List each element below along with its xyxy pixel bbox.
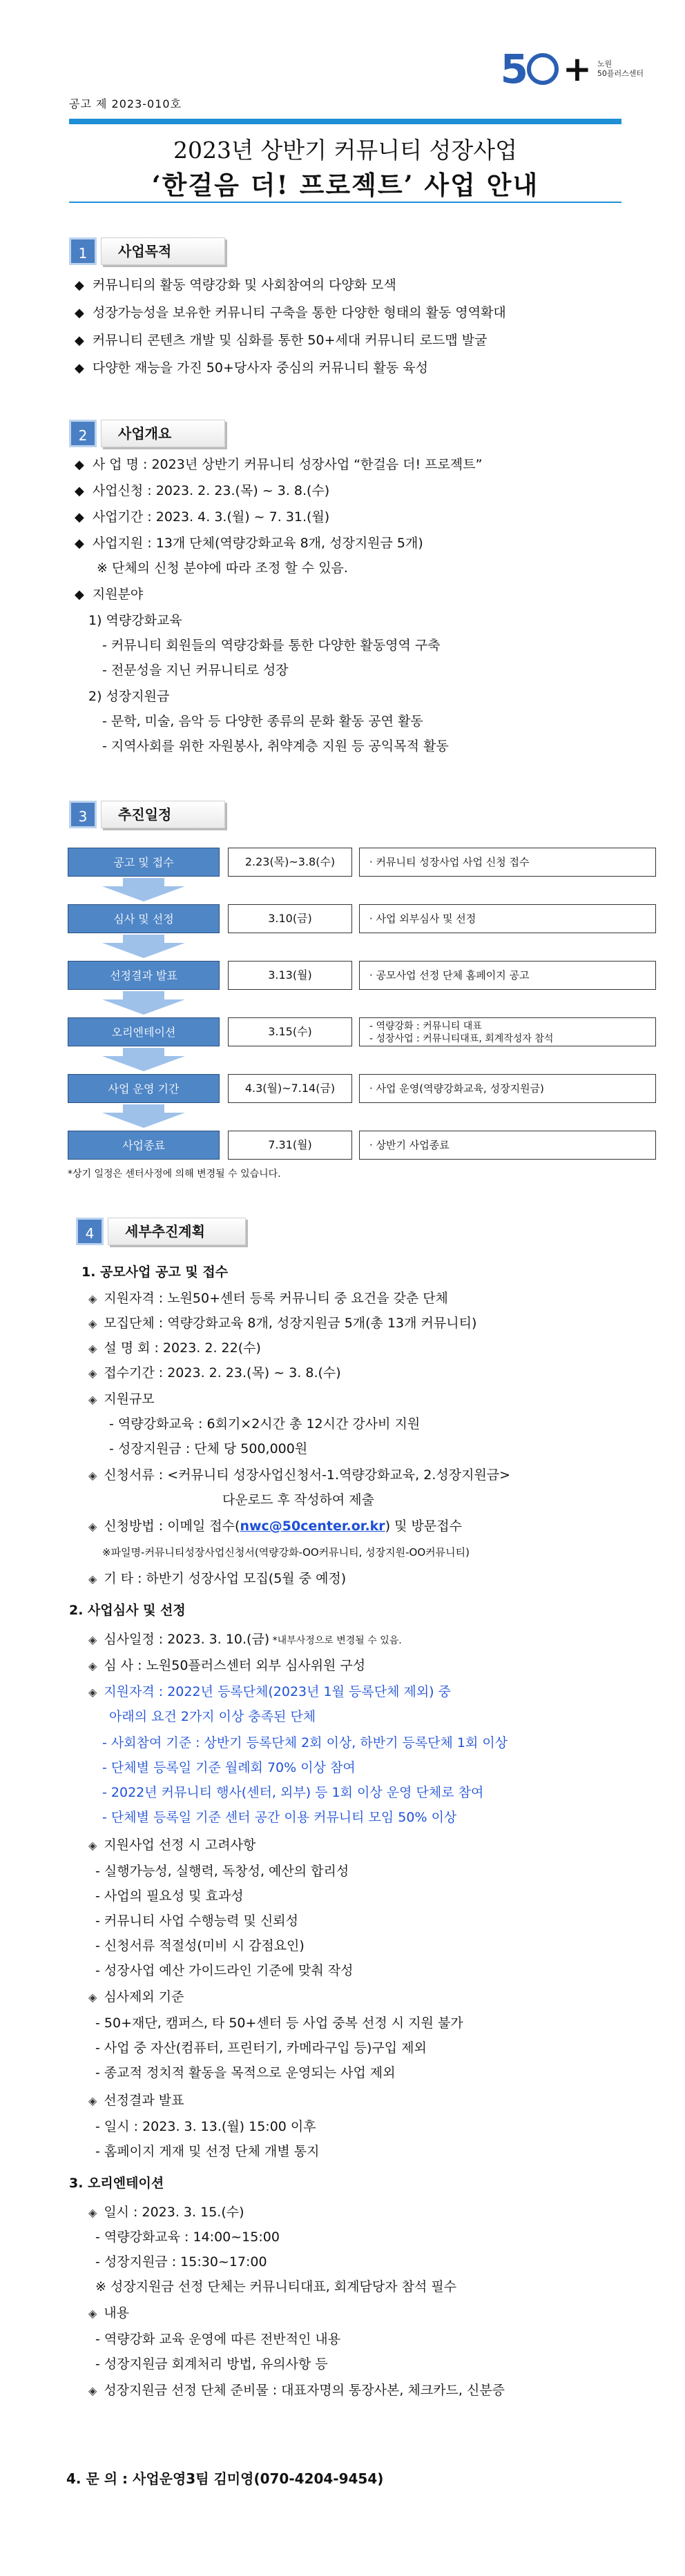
subsection-2-heading: 2. 사업심사 및 선정 (69, 1603, 186, 1618)
review-committee: ◈ 심 사 : 노원50플러스센터 외부 심사위원 구성 (88, 1658, 366, 1673)
review-criteria-2: - 단체별 등록일 기준 월례회 70% 이상 참여 (102, 1760, 356, 1775)
logo-text: 노원 50플러스센터 (597, 59, 644, 78)
overview-period: ◆ 사업기간 : 2023. 4. 3.(월) ~ 7. 31.(월) (75, 509, 330, 525)
exclusion-2: - 사업 중 자산(컴퓨터, 프린터기, 카메라구입 등)구입 제외 (95, 2040, 427, 2056)
diamond-bullet-icon: ◈ (88, 1839, 97, 1852)
schedule-label-2: 심사 및 선정 (68, 904, 220, 933)
schedule-date-3: 3.13(월) (228, 961, 352, 990)
schedule-arrow-icon (102, 1113, 185, 1128)
logo-number: 5 (500, 46, 527, 92)
review-results: ◈ 선정결과 발표 (88, 2093, 184, 2108)
diamond-bullet-icon: ◈ (88, 1292, 97, 1305)
consideration-1: - 실행가능성, 실행력, 독창성, 예산의 합리성 (95, 1864, 349, 1879)
recruit-eligibility: ◈ 지원자격 : 노원50+센터 등록 커뮤니티 중 요건을 갖춘 단체 (88, 1291, 448, 1306)
overview-support: ◆ 사업지원 : 13개 단체(역량강화교육 8개, 성장지원금 5개) (75, 536, 423, 551)
diamond-bullet-icon: ◈ (88, 1393, 97, 1406)
schedule-arrow-icon (123, 991, 164, 999)
section-2-title: 사업개요 (101, 420, 225, 447)
section-3-title: 추진일정 (101, 801, 225, 828)
schedule-date-5: 4.3(월)~7.14(금) (228, 1074, 352, 1103)
page-title-line1: 2023년 상반기 커뮤니티 성장사업 (173, 137, 517, 164)
consideration-4: - 신청서류 적절성(미비 시 감점요인) (95, 1938, 305, 1953)
recruit-etc: ◈ 기 타 : 하반기 성장사업 모집(5월 중 예정) (88, 1571, 347, 1586)
diamond-bullet-icon: ◈ (88, 1520, 97, 1533)
results-item-1: - 일시 : 2023. 3. 13.(월) 15:00 이후 (95, 2119, 316, 2134)
recruit-documents: ◈ 신청서류 : <커뮤니티 성장사업신청서-1.역량강화교육, 2.성장지원금> (88, 1467, 511, 1483)
page-title-line2: ‘한걸음 더! 프로젝트’ 사업 안내 (151, 170, 539, 200)
logo-plus-icon: + (562, 49, 592, 89)
field-2-item-2: - 지역사회를 위한 자원봉사, 취약계층 지원 등 공익목적 활동 (102, 739, 449, 754)
diamond-bullet-icon: ◆ (75, 278, 84, 293)
section-1-title: 사업목적 (101, 237, 225, 265)
field-2-item-1: - 문학, 미술, 음악 등 다양한 종류의 문화 활동 공연 활동 (102, 714, 423, 729)
exclusion-1: - 50+재단, 캠퍼스, 타 50+센터 등 사업 중복 선정 시 지원 불가 (95, 2016, 463, 2031)
diamond-bullet-icon: ◈ (88, 1469, 97, 1482)
field-1-item-2: - 전문성을 지닌 커뮤니티로 성장 (102, 663, 289, 678)
overview-note: ※ 단체의 신청 분야에 따라 조정 할 수 있음. (97, 560, 348, 576)
diamond-bullet-icon: ◆ (75, 306, 84, 320)
schedule-label-6: 사업종료 (68, 1131, 220, 1160)
schedule-desc-6: · 상반기 사업종료 (359, 1131, 656, 1160)
purpose-item-1: ◆ 커뮤니티의 활동 역량강화 및 사회참여의 다양화 모색 (75, 277, 396, 293)
title-top-rule (69, 119, 621, 124)
diamond-bullet-icon: ◆ (75, 587, 84, 602)
schedule-desc-2: · 사업 외부심사 및 선정 (359, 904, 656, 933)
center-logo (501, 46, 644, 92)
orientation-note: ※ 성장지원금 선정 단체는 커뮤니티대표, 회계담당자 참석 필수 (95, 2279, 457, 2294)
recruit-scale: ◈ 지원규모 (88, 1392, 155, 1407)
schedule-arrow-icon (102, 886, 185, 901)
schedule-label-5: 사업 운영 기간 (68, 1074, 220, 1103)
review-eligibility: ◈ 지원자격 : 2022년 등록단체(2023년 1월 등록단체 제외) 중 (88, 1684, 451, 1699)
recruit-method: ◈ 신청방법 : 이메일 접수(nwc@50center.or.kr) 및 방문접수 (88, 1519, 462, 1534)
diamond-bullet-icon: ◈ (88, 1317, 97, 1330)
diamond-bullet-icon: ◆ (75, 333, 84, 348)
consideration-3: - 커뮤니티 사업 수행능력 및 신뢰성 (95, 1913, 299, 1929)
schedule-arrow-icon (102, 943, 185, 958)
schedule-arrow-icon (102, 999, 185, 1015)
schedule-date-4: 3.15(수) (228, 1017, 352, 1046)
recruit-period: ◈ 접수기간 : 2023. 2. 23.(목) ~ 3. 8.(수) (88, 1365, 341, 1380)
recruit-count: ◈ 모집단체 : 역량강화교육 8개, 성장지원금 5개(총 13개 커뮤니티) (88, 1316, 477, 1331)
overview-apply: ◆ 사업신청 : 2023. 2. 23.(목) ~ 3. 8.(수) (75, 483, 330, 498)
schedule-label-1: 공고 및 접수 (68, 848, 220, 877)
diamond-bullet-icon: ◈ (88, 2094, 97, 2107)
orientation-content-1: - 역량강화 교육 운영에 따른 전반적인 내용 (95, 2332, 341, 2347)
diamond-bullet-icon: ◈ (88, 1342, 97, 1355)
orientation-time-1: - 역량강화교육 : 14:00~15:00 (95, 2229, 280, 2245)
schedule-date-2: 3.10(금) (228, 904, 352, 933)
purpose-item-4: ◆ 다양한 재능을 가진 50+당사자 중심의 커뮤니티 활동 육성 (75, 360, 429, 375)
notice-number: 공고 제 2023-010호 (69, 97, 182, 110)
section-2-badge: 2 (69, 420, 97, 447)
schedule-label-4: 오리엔테이션 (68, 1017, 220, 1046)
subsection-3-heading: 3. 오리엔테이션 (69, 2176, 164, 2191)
diamond-bullet-icon: ◈ (88, 1367, 97, 1380)
scale-item-1: - 역량강화교육 : 6회기×2시간 총 12시간 강사비 지원 (109, 1416, 421, 1432)
schedule-desc-5: · 사업 운영(역량강화교육, 성장지원금) (359, 1074, 656, 1103)
orientation-materials: ◈ 성장지원금 선정 단체 준비물 : 대표자명의 통장사본, 체크카드, 신분증 (88, 2383, 505, 2398)
recruit-filename-note: ※파일명-커뮤니티성장사업신청서(역량강화-OO커뮤니티, 성장지원-OO커뮤니티) (102, 1546, 470, 1559)
review-date: ◈ 심사일정 : 2023. 3. 10.(금) *내부사정으로 변경될 수 있음. (88, 1632, 402, 1647)
recruit-documents-cont: 다운로드 후 작성하여 제출 (222, 1492, 375, 1507)
schedule-desc-3: · 공모사업 선정 단체 홈페이지 공고 (359, 961, 656, 990)
section-4-badge: 4 (76, 1218, 104, 1245)
purpose-item-3: ◆ 커뮤니티 콘텐츠 개발 및 심화를 통한 50+세대 커뮤니티 로드맵 발굴 (75, 333, 488, 348)
field-2-heading: 2) 성장지원금 (88, 689, 170, 704)
schedule-label-3: 선정결과 발표 (68, 961, 220, 990)
diamond-bullet-icon: ◆ (75, 484, 84, 498)
review-eligibility-cont: 아래의 요건 2가지 이상 충족된 단체 (109, 1709, 316, 1724)
recruit-briefing: ◈ 설 명 회 : 2023. 2. 22(수) (88, 1340, 261, 1356)
schedule-date-1: 2.23(목)~3.8(수) (228, 848, 352, 877)
schedule-arrow-icon (123, 878, 164, 886)
overview-name: ◆ 사 업 명 : 2023년 상반기 커뮤니티 성장사업 “한걸음 더! 프로젝트” (75, 457, 483, 472)
schedule-date-6: 7.31(월) (228, 1131, 352, 1160)
diamond-bullet-icon: ◈ (88, 1572, 97, 1585)
schedule-arrow-icon (102, 1056, 185, 1071)
diamond-bullet-icon: ◈ (88, 1686, 97, 1699)
diamond-bullet-icon: ◈ (88, 1633, 97, 1646)
diamond-bullet-icon: ◆ (75, 361, 84, 375)
review-criteria-1: - 사회참여 기준 : 상반기 등록단체 2회 이상, 하반기 등록단체 1회 이상 (102, 1735, 508, 1750)
diamond-bullet-icon: ◆ (75, 536, 84, 551)
schedule-note: *상기 일정은 센터사정에 의해 변경될 수 있습니다. (68, 1169, 281, 1180)
diamond-bullet-icon: ◈ (88, 2307, 97, 2320)
section-1-badge: 1 (69, 237, 97, 265)
contact-info: 4. 문 의 : 사업운영3팀 김미영(070-4204-9454) (66, 2470, 384, 2487)
review-criteria-3: - 2022년 커뮤니티 행사(센터, 외부) 등 1회 이상 운영 단체로 참여 (102, 1785, 484, 1800)
section-3-badge: 3 (69, 801, 97, 828)
schedule-arrow-icon (123, 935, 164, 943)
purpose-item-2: ◆ 성장가능성을 보유한 커뮤니티 구축을 통한 다양한 형태의 활동 영역확대 (75, 305, 506, 320)
diamond-bullet-icon: ◈ (88, 1991, 97, 2004)
diamond-bullet-icon: ◈ (88, 2384, 97, 2397)
results-item-2: - 홈페이지 게재 및 선정 단체 개별 통지 (95, 2144, 320, 2159)
schedule-desc-4: - 역량강화 : 커뮤니티 대표 - 성장사업 : 커뮤니티대표, 회계작성자 참석 (359, 1017, 656, 1046)
schedule-arrow-icon (123, 1048, 164, 1056)
logo-circle-icon (527, 53, 559, 85)
consideration-2: - 사업의 필요성 및 효과성 (95, 1889, 244, 1904)
diamond-bullet-icon: ◆ (75, 510, 84, 525)
schedule-desc-1: · 커뮤니티 성장사업 사업 신청 접수 (359, 848, 656, 877)
diamond-bullet-icon: ◈ (88, 2206, 97, 2219)
field-1-item-1: - 커뮤니티 회원들의 역량강화를 통한 다양한 활동영역 구축 (102, 638, 441, 653)
scale-item-2: - 성장지원금 : 단체 당 500,000원 (109, 1441, 308, 1456)
exclusion-3: - 종교적 정치적 활동을 목적으로 운영되는 사업 제외 (95, 2065, 396, 2080)
section-4-title: 세부추진계획 (108, 1218, 246, 1245)
orientation-time-2: - 성장지원금 : 15:30~17:00 (95, 2254, 267, 2270)
email-link[interactable]: nwc@50center.or.kr (240, 1519, 385, 1534)
diamond-bullet-icon: ◆ (75, 458, 84, 472)
review-considerations: ◈ 지원사업 선정 시 고려사항 (88, 1837, 256, 1853)
subsection-1-heading: 1. 공모사업 공고 및 접수 (81, 1265, 229, 1280)
orientation-date: ◈ 일시 : 2023. 3. 15.(수) (88, 2205, 244, 2220)
review-exclusions: ◈ 심사제외 기준 (88, 1989, 184, 2004)
schedule-arrow-icon (123, 1104, 164, 1113)
title-bottom-rule (69, 202, 621, 203)
review-criteria-4: - 단체별 등록일 기준 센터 공간 이용 커뮤니티 모임 50% 이상 (102, 1810, 457, 1825)
consideration-5: - 성장사업 예산 가이드라인 기준에 맞춰 작성 (95, 1963, 354, 1978)
orientation-content: ◈ 내용 (88, 2305, 130, 2321)
orientation-content-2: - 성장지원금 회계처리 방법, 유의사항 등 (95, 2357, 328, 2372)
overview-fields: ◆ 지원분야 (75, 587, 144, 602)
field-1-heading: 1) 역량강화교육 (88, 613, 182, 628)
diamond-bullet-icon: ◈ (88, 1659, 97, 1672)
